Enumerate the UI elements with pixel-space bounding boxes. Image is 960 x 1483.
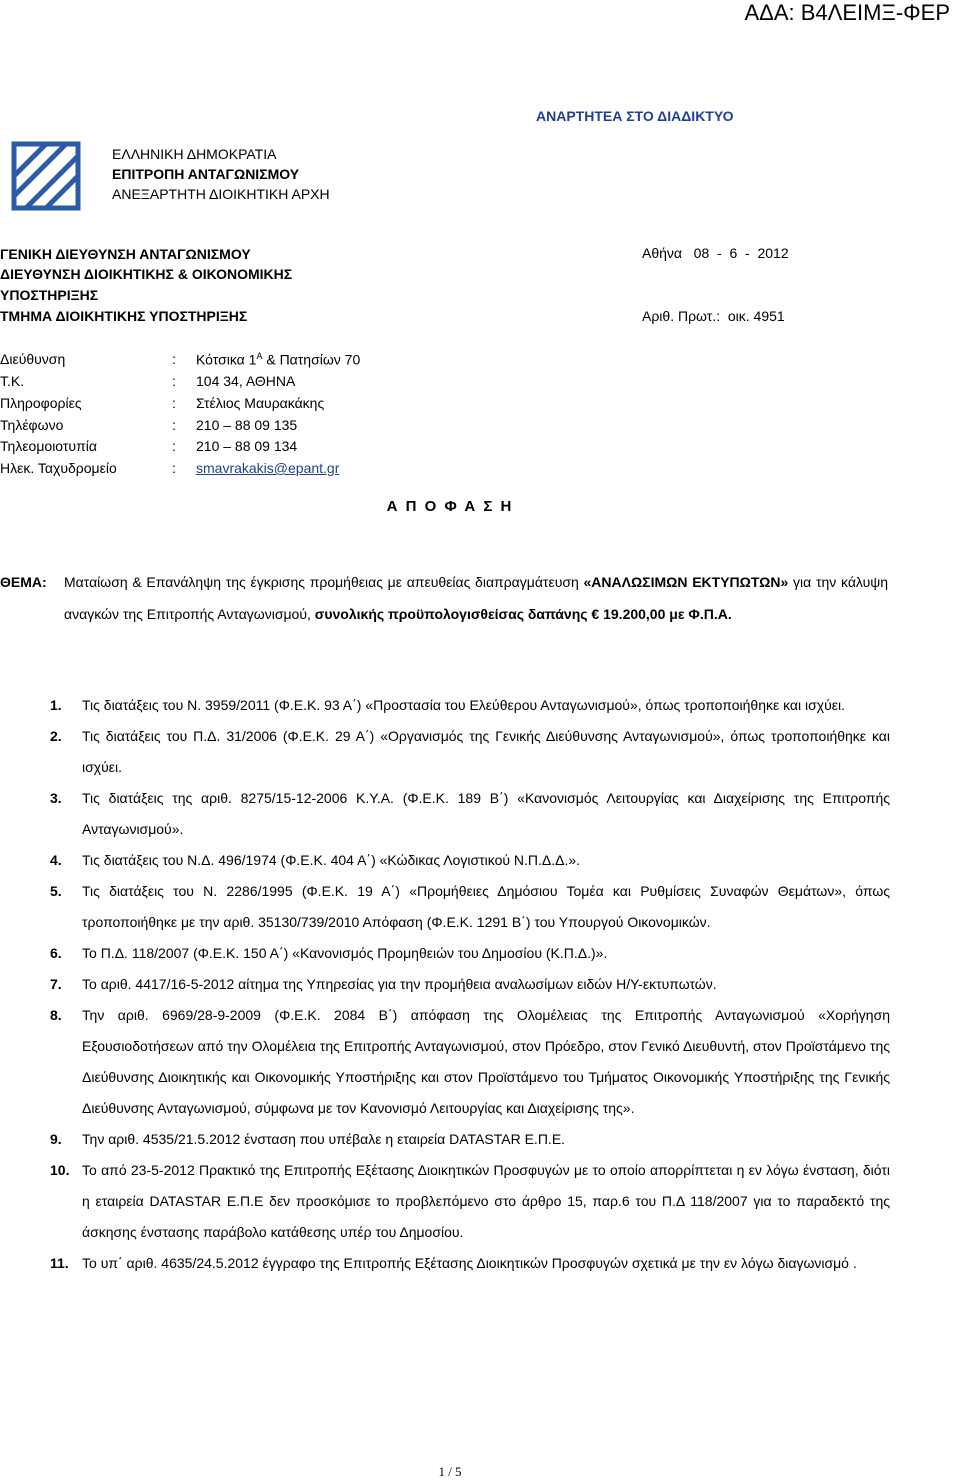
item-number: 10. [50,1162,70,1178]
posting-note: ΑΝΑΡΤΗΤΕΑ ΣΤΟ ΔΙΑΔΙΚΤΥΟ [536,108,734,124]
list-item [0,1124,890,1155]
item-number: 4. [50,852,62,868]
org-line-1: ΕΛΛΗΝΙΚΗ ΔΗΜΟΚΡΑΤΙΑ [112,146,277,162]
subject-label: ΘΕΜΑ: [0,574,47,590]
phone-value: 210 – 88 09 135 [196,417,298,433]
list-item [0,721,890,783]
list-item [0,845,890,876]
colon: : [172,373,176,389]
protocol-line: Αριθ. Πρωτ.: οικ. 4951 [642,308,785,324]
list-item [0,1155,890,1248]
colon: : [172,417,176,433]
address-value: Κότσικα $1^A$ & Πατησίων 70 [196,351,361,368]
item-text: Την αριθ. 4535/21.5.2012 ένσταση που υπέβαλε η εταιρεία DATASTAR Ε.Π.Ε. [82,1131,566,1147]
colon: : [172,395,176,411]
fax-label: Τηλεομοιοτυπία [0,438,97,454]
dept-line-2: ΔΙΕΥΘΥΝΣΗ ΔΙΟΙΚΗΤΙΚΗΣ & ΟΙΚΟΝΟΜΙΚΗΣ [0,266,293,282]
item-text: Τις διατάξεις του Π.Δ. 31/2006 (Φ.Ε.Κ. 29 Α΄) «Οργανισμός της Γενικής Διεύθυνσης Ανταγωνισμού», όπως τροποποιήθηκε και ισχύει. [82,728,890,775]
ada-code: ΑΔΑ: Β4ΛΕΙΜΞ-ΦΕΡ [744,0,950,25]
item-text: Τις διατάξεις του Ν. 2286/1995 (Φ.Ε.Κ. 19 Α΄) «Προμήθειες Δημόσιου Τομέα και Ρυθμίσεις Συναφών Θεμάτων», όπως τροποποιήθηκε με την αριθ. 35130/739/2010 Απόφαση (Φ.Ε.Κ. 1291 Β΄) του Υπουργού Οικονομικών. [82,883,890,930]
list-item [0,1248,890,1279]
postal-value: 104 34, ΑΘΗΝΑ [196,373,296,389]
list-item [0,690,890,721]
item-number: 8. [50,1007,62,1023]
subject-block [0,566,900,666]
list-item [0,1000,890,1124]
org-line-3: ΑΝΕΞΑΡΤΗΤΗ ΔΙΟΙΚΗΤΙΚΗ ΑΡΧΗ [112,186,330,202]
item-text: Το Π.Δ. 118/2007 (Φ.Ε.Κ. 150 Α΄) «Κανονισμός Προμηθειών του Δημοσίου (Κ.Π.Δ.)». [82,945,608,961]
item-text: Το υπ΄ αριθ. 4635/24.5.2012 έγγραφο της Επιτροπής Εξέτασης Διοικητικών Προσφυγών σχετικά με την εν λόγω διαγωνισμό . [82,1255,857,1271]
address-label: Διεύθυνση [0,351,66,367]
competition-commission-logo-icon [10,140,82,212]
subject-text: Ματαίωση & Επανάληψη της έγκρισης προμήθειας με απευθείας διαπραγμάτευση «ΑΝΑΛΩΣΙΜΩΝ ΕΚΤΥΠΩΤΩΝ» για την κάλυψη αναγκών της Επιτροπής Ανταγωνισμού, συνολικής προϋπολογισθείσας δαπάνης € 19.200,00 με Φ.Π.Α. [64,574,888,622]
item-text: Τις διατάξεις του Ν. 3959/2011 (Φ.Ε.Κ. 93 Α΄) «Προστασία του Ελεύθερου Ανταγωνισμού», όπως τροποποιήθηκε και ισχύει. [82,697,846,713]
item-text: Το αριθ. 4417/16-5-2012 αίτημα της Υπηρεσίας για την προμήθεια αναλωσίμων ειδών Η/Υ-εκτυπωτών. [82,976,717,992]
date-line: Αθήνα 08 - 6 - 2012 [642,245,789,261]
org-line-2: ΕΠΙΤΡΟΠΗ ΑΝΤΑΓΩΝΙΣΜΟΥ [112,166,300,182]
postal-label: Τ.Κ. [0,373,25,389]
item-number: 2. [50,728,62,744]
decision-title: Α Π Ο Φ Α Σ Η [386,498,514,515]
item-number: 6. [50,945,62,961]
fax-value: 210 – 88 09 134 [196,438,298,454]
item-text: Τις διατάξεις του Ν.Δ. 496/1974 (Φ.Ε.Κ. 404 Α΄) «Κώδικας Λογιστικού Ν.Π.Δ.Δ.». [82,852,581,868]
info-label: Πληροφορίες [0,395,82,411]
colon: : [172,460,176,476]
dept-line-4: ΤΜΗΜΑ ΔΙΟΙΚΗΤΙΚΗΣ ΥΠΟΣΤΗΡΙΞΗΣ [0,308,248,324]
item-number: 9. [50,1131,62,1147]
item-number: 3. [50,790,62,806]
item-text: Το από 23-5-2012 Πρακτικό της Επιτροπής Εξέτασης Διοικητικών Προσφυγών με το οποίο απορρίπτεται η εν λόγω ένσταση, διότι η εταιρεία DATASTAR Ε.Π.Ε δεν προσκόμισε το προβλεπόμενο στο άρθρο 15, παρ.6 του Π.Δ 118/2007 για το παραδεκτό της άσκησης ένστασης παράβολο κατάθεσης υπέρ του Δημοσίου. [82,1162,890,1240]
list-item [0,876,890,938]
list-item [0,969,890,1000]
colon: : [172,351,176,367]
list-item [0,783,890,845]
item-number: 11. [50,1255,69,1271]
item-text: Την αριθ. 6969/28-9-2009 (Φ.Ε.Κ. 2084 Β΄) απόφαση της Ολομέλειας της Επιτροπής Ανταγωνισμού «Χορήγηση Εξουσιοδοτήσεων από την Ολομέλεια της Επιτροπής Ανταγωνισμού, στον Πρόεδρο, στον Γενικό Διευθυντή, στον Προϊστάμενο της Διεύθυνσης Διοικητικής και Οικονομικής Υποστήριξης και στον Προϊστάμενο του Τμήματος Οικονομικής Υποστήριξης της Γενικής Διεύθυνσης Ανταγωνισμού, σύμφωνα με τον Κανονισμό Λειτουργίας και Διαχείρισης της». [82,1007,890,1116]
item-number: 1. [50,697,62,713]
item-text: Τις διατάξεις της αριθ. 8275/15-12-2006 Κ.Υ.Α. (Φ.Ε.Κ. 189 Β΄) «Κανονισμός Λειτουργίας και Διαχείρισης της Επιτροπής Ανταγωνισμού». [82,790,890,837]
colon: : [172,438,176,454]
info-value: Στέλιος Μαυρακάκης [196,395,325,411]
considerations-list [0,690,890,1279]
page-number: 1 / 5 [438,1464,462,1479]
dept-line-1: ΓΕΝΙΚΗ ΔΙΕΥΘΥΝΣΗ ΑΝΤΑΓΩΝΙΣΜΟΥ [0,246,251,262]
email-link[interactable]: smavrakakis@epant.gr [196,460,340,476]
phone-label: Τηλέφωνο [0,417,64,433]
item-number: 7. [50,976,62,992]
list-item [0,938,890,969]
email-label: Ηλεκ. Ταχυδρομείο [0,460,117,476]
item-number: 5. [50,883,62,899]
dept-line-3: ΥΠΟΣΤΗΡΙΞΗΣ [0,287,99,303]
